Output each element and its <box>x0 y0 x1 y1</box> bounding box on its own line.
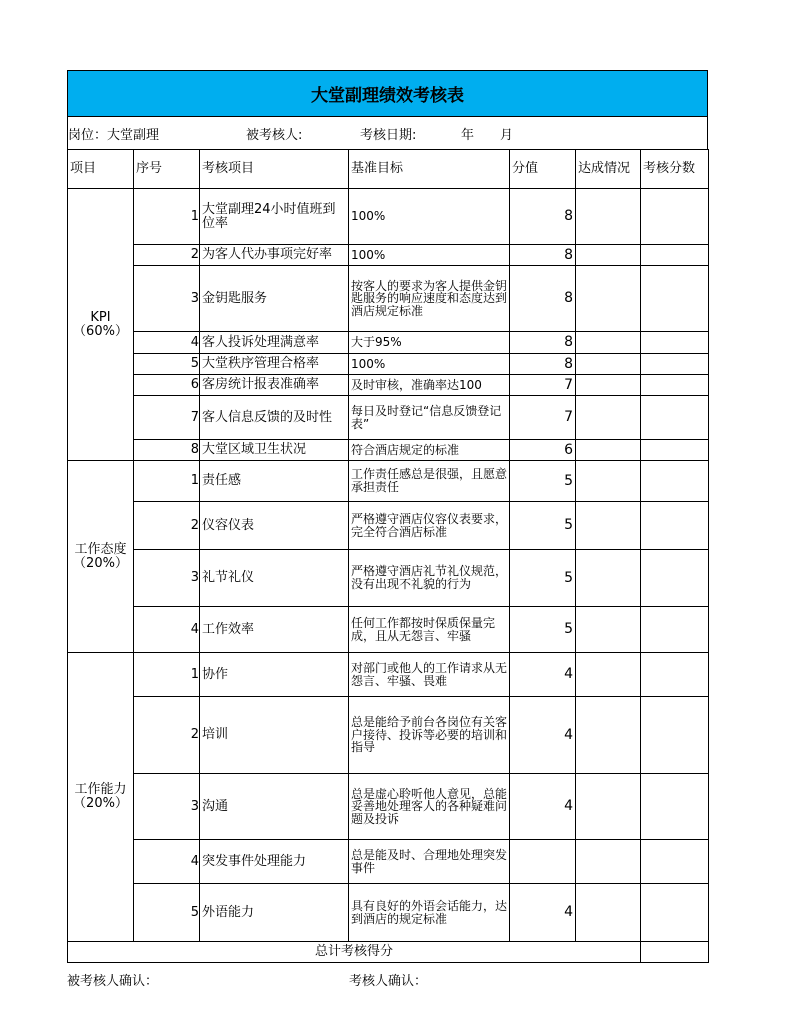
result-cell[interactable] <box>641 607 709 653</box>
score-cell: 8 <box>510 266 576 332</box>
score-cell: 7 <box>510 375 576 396</box>
result-cell[interactable] <box>641 697 709 774</box>
result-cell[interactable] <box>641 375 709 396</box>
score-cell: 7 <box>510 396 576 440</box>
assessor-confirm: 考核人确认： <box>349 974 428 989</box>
position-label: 岗位：大堂副理 <box>68 128 160 143</box>
item-cell: 突发事件处理能力 <box>200 840 349 884</box>
header-result: 考核分数 <box>641 150 709 189</box>
header-score: 分值 <box>510 150 576 189</box>
no-cell: 5 <box>134 884 200 942</box>
result-cell[interactable] <box>641 461 709 502</box>
no-cell: 4 <box>134 607 200 653</box>
target-cell: 工作责任感总是很强，且愿意承担责任 <box>349 461 510 502</box>
assessee-confirm: 被考核人确认： <box>67 974 159 989</box>
total-score-cell[interactable] <box>641 942 709 963</box>
no-cell: 1 <box>134 461 200 502</box>
table-row <box>68 461 709 502</box>
achieved-cell[interactable] <box>576 774 641 840</box>
achieved-cell[interactable] <box>576 245 641 266</box>
header-row <box>68 150 709 189</box>
no-cell: 8 <box>134 440 200 461</box>
target-cell: 总是能及时、合理地处理突发事件 <box>349 840 510 884</box>
target-cell: 严格遵守酒店礼节礼仪规范，没有出现不礼貌的行为 <box>349 550 510 607</box>
table-row <box>68 245 709 266</box>
target-cell: 及时审核，准确率达100 <box>349 375 510 396</box>
table-row <box>68 502 709 550</box>
score-cell: 5 <box>510 461 576 502</box>
item-cell: 大堂秩序管理合格率 <box>200 354 349 375</box>
target-cell: 严格遵守酒店仪容仪表要求，完全符合酒店标准 <box>349 502 510 550</box>
item-cell: 大堂区域卫生状况 <box>200 440 349 461</box>
table-row <box>68 697 709 774</box>
header-category: 项目 <box>68 150 134 189</box>
achieved-cell[interactable] <box>576 396 641 440</box>
table-row <box>68 189 709 245</box>
date-label: 考核日期: <box>360 128 417 143</box>
result-cell[interactable] <box>641 884 709 942</box>
no-cell: 6 <box>134 375 200 396</box>
header-target: 基准目标 <box>349 150 510 189</box>
appraisal-table <box>67 149 709 963</box>
table-row <box>68 607 709 653</box>
category-cell: KPI（60%） <box>68 189 134 461</box>
result-cell[interactable] <box>641 189 709 245</box>
result-cell[interactable] <box>641 245 709 266</box>
target-cell: 总是能给予前台各岗位有关客户接待、投诉等必要的培训和指导 <box>349 697 510 774</box>
item-cell: 协作 <box>200 653 349 697</box>
table-row <box>68 332 709 354</box>
score-cell: 8 <box>510 189 576 245</box>
header-no: 序号 <box>134 150 200 189</box>
score-cell: 8 <box>510 354 576 375</box>
header-achieved: 达成情况 <box>576 150 641 189</box>
no-cell: 4 <box>134 332 200 354</box>
achieved-cell[interactable] <box>576 607 641 653</box>
category-cell: 工作能力（20%） <box>68 653 134 942</box>
table-row <box>68 840 709 884</box>
achieved-cell[interactable] <box>576 840 641 884</box>
score-cell: 4 <box>510 884 576 942</box>
result-cell[interactable] <box>641 840 709 884</box>
score-cell: 4 <box>510 697 576 774</box>
target-cell: 对部门或他人的工作请求从无怨言、牢骚、畏难 <box>349 653 510 697</box>
score-cell: 8 <box>510 245 576 266</box>
appraisal-sheet <box>67 70 708 963</box>
achieved-cell[interactable] <box>576 550 641 607</box>
target-cell: 按客人的要求为客人提供金钥匙服务的响应速度和态度达到酒店规定标准 <box>349 266 510 332</box>
score-cell: 8 <box>510 332 576 354</box>
result-cell[interactable] <box>641 774 709 840</box>
achieved-cell[interactable] <box>576 266 641 332</box>
target-cell: 100% <box>349 189 510 245</box>
table-row <box>68 774 709 840</box>
item-cell: 金钥匙服务 <box>200 266 349 332</box>
score-cell: 4 <box>510 653 576 697</box>
year-label: 年 <box>461 128 475 143</box>
table-row <box>68 375 709 396</box>
result-cell[interactable] <box>641 396 709 440</box>
target-cell: 每日及时登记“信息反馈登记表” <box>349 396 510 440</box>
item-cell: 工作效率 <box>200 607 349 653</box>
achieved-cell[interactable] <box>576 189 641 245</box>
no-cell: 1 <box>134 189 200 245</box>
no-cell: 2 <box>134 245 200 266</box>
no-cell: 3 <box>134 550 200 607</box>
item-cell: 客房统计报表准确率 <box>200 375 349 396</box>
no-cell: 7 <box>134 396 200 440</box>
table-row <box>68 440 709 461</box>
achieved-cell[interactable] <box>576 461 641 502</box>
no-cell: 1 <box>134 653 200 697</box>
achieved-cell[interactable] <box>576 653 641 697</box>
score-cell: 5 <box>510 607 576 653</box>
header-item: 考核项目 <box>200 150 349 189</box>
item-cell: 责任感 <box>200 461 349 502</box>
achieved-cell[interactable] <box>576 502 641 550</box>
achieved-cell[interactable] <box>576 332 641 354</box>
achieved-cell[interactable] <box>576 440 641 461</box>
score-cell: 6 <box>510 440 576 461</box>
result-cell[interactable] <box>641 440 709 461</box>
achieved-cell[interactable] <box>576 354 641 375</box>
score-cell <box>510 840 576 884</box>
score-cell: 4 <box>510 774 576 840</box>
achieved-cell[interactable] <box>576 697 641 774</box>
table-row <box>68 266 709 332</box>
total-row <box>68 942 709 963</box>
item-cell: 仪容仪表 <box>200 502 349 550</box>
item-cell: 外语能力 <box>200 884 349 942</box>
no-cell: 2 <box>134 697 200 774</box>
table-row <box>68 354 709 375</box>
score-cell: 5 <box>510 550 576 607</box>
achieved-cell[interactable] <box>576 375 641 396</box>
no-cell: 3 <box>134 266 200 332</box>
assessee-label: 被考核人: <box>246 128 303 143</box>
table-row <box>68 396 709 440</box>
target-cell: 大于95% <box>349 332 510 354</box>
result-cell[interactable] <box>641 502 709 550</box>
item-cell: 沟通 <box>200 774 349 840</box>
result-cell[interactable] <box>641 266 709 332</box>
table-row <box>68 653 709 697</box>
category-cell: 工作态度（20%） <box>68 461 134 653</box>
no-cell: 2 <box>134 502 200 550</box>
result-cell[interactable] <box>641 550 709 607</box>
item-cell: 客人投诉处理满意率 <box>200 332 349 354</box>
result-cell[interactable] <box>641 332 709 354</box>
item-cell: 培训 <box>200 697 349 774</box>
item-cell: 礼节礼仪 <box>200 550 349 607</box>
info-row <box>67 116 708 149</box>
target-cell: 符合酒店规定的标准 <box>349 440 510 461</box>
sheet-title: 大堂副理绩效考核表 <box>67 70 708 116</box>
no-cell: 4 <box>134 840 200 884</box>
result-cell[interactable] <box>641 354 709 375</box>
target-cell: 100% <box>349 354 510 375</box>
item-cell: 客人信息反馈的及时性 <box>200 396 349 440</box>
no-cell: 3 <box>134 774 200 840</box>
month-label: 月 <box>500 128 514 143</box>
total-label: 总计考核得分 <box>68 942 641 963</box>
target-cell: 100% <box>349 245 510 266</box>
achieved-cell[interactable] <box>576 884 641 942</box>
target-cell: 总是虚心聆听他人意见，总能妥善地处理客人的各种疑难问题及投诉 <box>349 774 510 840</box>
score-cell: 5 <box>510 502 576 550</box>
table-row <box>68 884 709 942</box>
no-cell: 5 <box>134 354 200 375</box>
footer <box>67 970 708 990</box>
item-cell: 大堂副理24小时值班到位率 <box>200 189 349 245</box>
target-cell: 任何工作都按时保质保量完成，且从无怨言、牢骚 <box>349 607 510 653</box>
item-cell: 为客人代办事项完好率 <box>200 245 349 266</box>
target-cell: 具有良好的外语会话能力，达到酒店的规定标准 <box>349 884 510 942</box>
result-cell[interactable] <box>641 653 709 697</box>
table-row <box>68 550 709 607</box>
